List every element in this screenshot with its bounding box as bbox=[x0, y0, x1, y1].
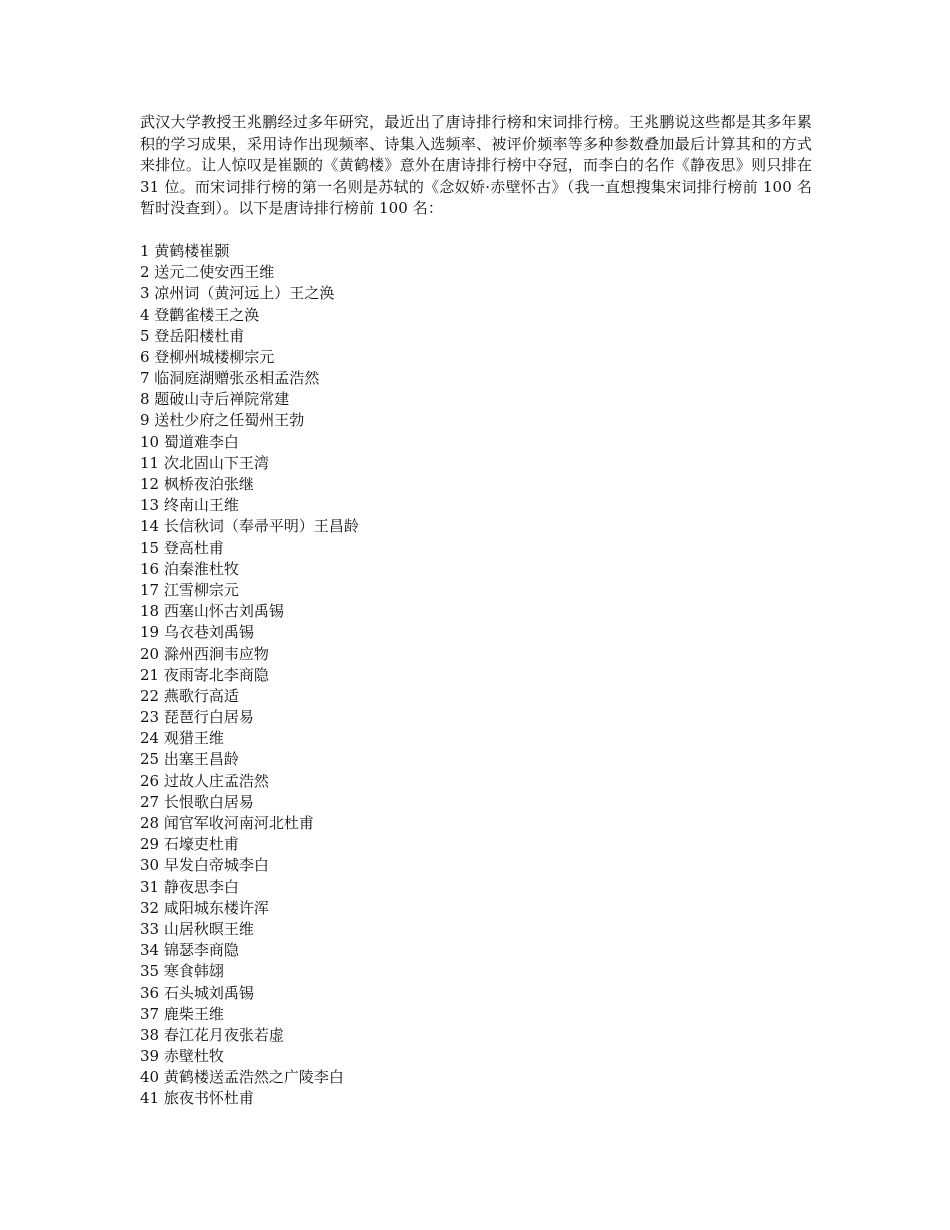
ranking-list-item: 32 咸阳城东楼许浑 bbox=[140, 898, 269, 917]
ranking-list-item: 13 终南山王维 bbox=[140, 496, 239, 515]
ranking-list-item: 33 山居秋暝王维 bbox=[140, 919, 254, 938]
ranking-list-item: 30 早发白帝城李白 bbox=[140, 856, 269, 875]
ranking-list-item: 31 静夜思李白 bbox=[140, 877, 239, 896]
ranking-list-item: 16 泊秦淮杜牧 bbox=[140, 559, 239, 578]
ranking-list-item: 18 西塞山怀古刘禹锡 bbox=[140, 602, 284, 621]
ranking-list-item: 39 赤壁杜牧 bbox=[140, 1047, 224, 1066]
ranking-list-item: 36 石头城刘禹锡 bbox=[140, 983, 254, 1002]
ranking-list-item: 28 闻官军收河南河北杜甫 bbox=[140, 814, 314, 833]
ranking-list-item: 41 旅夜书怀杜甫 bbox=[140, 1089, 254, 1108]
ranking-list-item: 27 长恨歌白居易 bbox=[140, 792, 254, 811]
ranking-list-item: 37 鹿柴王维 bbox=[140, 1004, 224, 1023]
ranking-list-item: 40 黄鹤楼送孟浩然之广陵李白 bbox=[140, 1068, 344, 1087]
ranking-list-item: 2 送元二使安西王维 bbox=[140, 263, 275, 282]
ranking-list-item: 5 登岳阳楼杜甫 bbox=[140, 326, 245, 345]
document-page bbox=[140, 112, 812, 1110]
ranking-list-item: 1 黄鹤楼崔颢 bbox=[140, 241, 230, 260]
ranking-list-item: 34 锦瑟李商隐 bbox=[140, 941, 239, 960]
ranking-list-item: 35 寒食韩翃 bbox=[140, 962, 224, 981]
ranking-list-item: 38 春江花月夜张若虚 bbox=[140, 1025, 284, 1044]
intro-paragraph: 武汉大学教授王兆鹏经过多年研究，最近出了唐诗排行榜和宋词排行榜。王兆鹏说这些都是其多年累积的学习成果，采用诗作出现频率、诗集入选频率、被评价频率等多种参数叠加最后计算其和的方式来排位。让人惊叹是崔颢的《黄鹤楼》意外在唐诗排行榜中夺冠，而李白的名作《静夜思》则只排在 31 位。而宋词排行榜的第一名则是苏轼的《念奴娇·赤壁怀古》（我一直想搜集宋词排行榜前 100 名暂时没查到）。以下是唐诗排行榜前 100 名： bbox=[140, 113, 812, 218]
ranking-list-item: 15 登高杜甫 bbox=[140, 538, 224, 557]
ranking-list-item: 22 燕歌行高适 bbox=[140, 686, 239, 705]
ranking-list-item: 9 送杜少府之任蜀州王勃 bbox=[140, 411, 305, 430]
ranking-list-item: 19 乌衣巷刘禹锡 bbox=[140, 623, 254, 642]
ranking-list-item: 20 滁州西涧韦应物 bbox=[140, 644, 269, 663]
ranking-list-item: 23 琵琶行白居易 bbox=[140, 708, 254, 727]
ranking-list-item: 8 题破山寺后禅院常建 bbox=[140, 390, 290, 409]
ranking-list-item: 26 过故人庄孟浩然 bbox=[140, 771, 269, 790]
ranking-list-item: 21 夜雨寄北李商隐 bbox=[140, 665, 269, 684]
ranking-list-item: 3 凉州词（黄河远上）王之涣 bbox=[140, 284, 335, 303]
ranking-list-item: 14 长信秋词（奉帚平明）王昌龄 bbox=[140, 517, 359, 536]
ranking-list-item: 24 观猎王维 bbox=[140, 729, 224, 748]
ranking-list-item: 25 出塞王昌龄 bbox=[140, 750, 239, 769]
ranking-list-item: 10 蜀道难李白 bbox=[140, 432, 239, 451]
ranking-list-item: 11 次北固山下王湾 bbox=[140, 453, 269, 472]
poem-ranking-list bbox=[140, 241, 812, 1110]
ranking-list-item: 4 登鹳雀楼王之涣 bbox=[140, 305, 260, 324]
ranking-list-item: 17 江雪柳宗元 bbox=[140, 580, 239, 599]
ranking-list-item: 29 石壕吏杜甫 bbox=[140, 835, 239, 854]
ranking-list-item: 6 登柳州城楼柳宗元 bbox=[140, 347, 275, 366]
ranking-list-item: 7 临洞庭湖赠张丞相孟浩然 bbox=[140, 369, 320, 388]
ranking-list-item: 12 枫桥夜泊张继 bbox=[140, 475, 254, 494]
